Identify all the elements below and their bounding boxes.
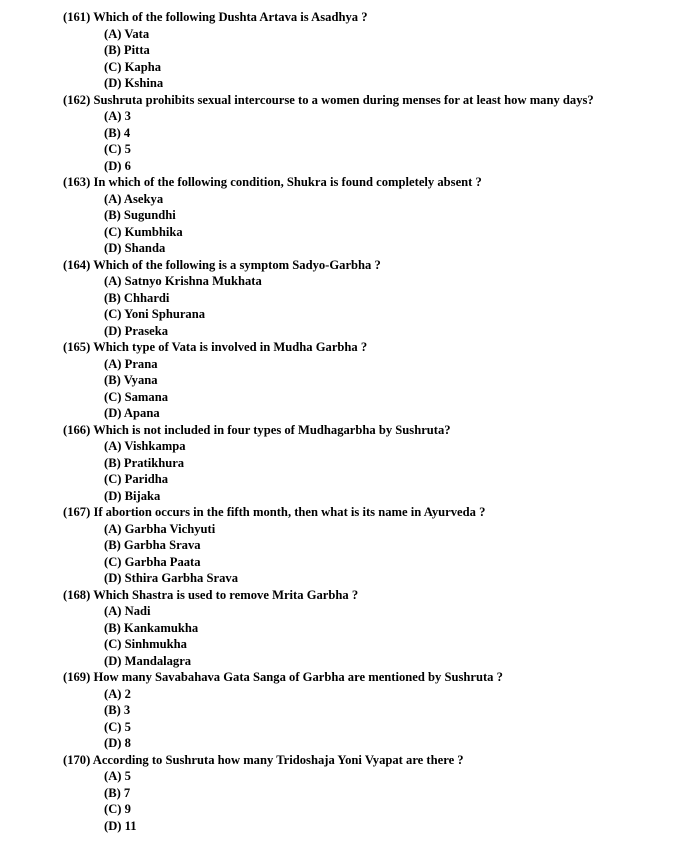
option-c: (C) Kumbhika bbox=[104, 224, 183, 239]
option-b: (B) Pitta bbox=[104, 43, 150, 57]
option-b: (B) 7 bbox=[104, 785, 131, 800]
question-166 bbox=[0, 422, 680, 505]
question-number: (164) bbox=[63, 257, 91, 272]
question-body: In which of the following condition, Shukra is found completely absent ? bbox=[93, 175, 482, 189]
question-number: (170) bbox=[63, 752, 91, 767]
option-d: (D) Mandalagra bbox=[104, 653, 192, 668]
option-a: (A) 2 bbox=[104, 686, 131, 701]
question-text bbox=[0, 587, 680, 604]
question-161 bbox=[0, 9, 680, 92]
question-167 bbox=[0, 504, 680, 587]
question-number: (167) bbox=[63, 505, 91, 519]
option-b: (B) Pratikhura bbox=[104, 455, 185, 470]
question-163 bbox=[0, 174, 680, 257]
question-169 bbox=[0, 669, 680, 752]
question-165 bbox=[0, 339, 680, 422]
option-b: (B) Chhardi bbox=[104, 290, 170, 305]
option-c: (C) Kapha bbox=[104, 59, 162, 74]
option-a: (A) 5 bbox=[104, 769, 131, 783]
option-b: (B) 4 bbox=[104, 125, 131, 140]
option-c: (C) Paridha bbox=[104, 472, 169, 486]
question-text bbox=[0, 669, 680, 686]
question-number: (168) bbox=[63, 587, 91, 602]
option-a: (A) Asekya bbox=[104, 191, 164, 206]
question-body: If abortion occurs in the fifth month, then what is its name in Ayurveda ? bbox=[93, 505, 486, 519]
question-text bbox=[0, 504, 680, 521]
option-a: (A) Nadi bbox=[104, 604, 151, 618]
option-c: (C) Yoni Sphurana bbox=[104, 307, 206, 321]
option-d: (D) Bijaka bbox=[104, 488, 161, 503]
option-b: (B) Sugundhi bbox=[104, 208, 176, 222]
question-body: How many Savabahava Gata Sanga of Garbha are mentioned by Sushruta ? bbox=[93, 670, 503, 684]
option-c: (C) 5 bbox=[104, 142, 131, 156]
question-number: (169) bbox=[63, 670, 91, 684]
question-text bbox=[0, 422, 680, 439]
question-body: Which is not included in four types of Mudhagarbha by Sushruta? bbox=[93, 422, 451, 437]
question-body: Which of the following is a symptom Sadyo-Garbha ? bbox=[93, 257, 381, 272]
question-number: (161) bbox=[63, 10, 91, 24]
question-body: Which Shastra is used to remove Mrita Garbha ? bbox=[93, 587, 359, 602]
option-d: (D) 8 bbox=[104, 736, 131, 750]
question-170 bbox=[0, 752, 680, 835]
question-body: Which of the following Dushta Artava is Asadhya ? bbox=[93, 10, 368, 24]
question-number: (165) bbox=[63, 340, 91, 354]
option-a: (A) 3 bbox=[104, 109, 131, 123]
option-d: (D) 11 bbox=[104, 818, 137, 833]
question-text bbox=[0, 752, 680, 769]
option-c: (C) Sinhmukha bbox=[104, 637, 187, 651]
option-c: (C) 9 bbox=[104, 802, 131, 816]
option-b: (B) Garbha Srava bbox=[104, 538, 201, 552]
option-b: (B) Vyana bbox=[104, 373, 158, 387]
question-text bbox=[0, 339, 680, 356]
question-162 bbox=[0, 92, 680, 175]
option-d: (D) Apana bbox=[104, 406, 160, 420]
option-d: (D) Sthira Garbha Srava bbox=[104, 571, 238, 585]
option-c: (C) 5 bbox=[104, 719, 131, 734]
question-text bbox=[0, 92, 680, 109]
option-b: (B) 3 bbox=[104, 703, 131, 717]
question-164 bbox=[0, 257, 680, 340]
question-body: Which type of Vata is involved in Mudha Garbha ? bbox=[93, 340, 368, 354]
option-c: (C) Samana bbox=[104, 389, 169, 404]
option-d: (D) Kshina bbox=[104, 76, 164, 90]
option-d: (D) 6 bbox=[104, 158, 131, 173]
question-168 bbox=[0, 587, 680, 670]
question-body: Sushruta prohibits sexual intercourse to a women during menses for at least how many days? bbox=[93, 92, 594, 107]
option-a: (A) Garbha Vichyuti bbox=[104, 521, 216, 536]
question-number: (163) bbox=[63, 175, 91, 189]
option-a: (A) Satnyo Krishna Mukhata bbox=[104, 274, 262, 288]
question-text bbox=[0, 174, 680, 191]
question-number: (166) bbox=[63, 422, 91, 437]
question-number: (162) bbox=[63, 92, 91, 107]
option-a: (A) Prana bbox=[104, 356, 158, 371]
question-text bbox=[0, 257, 680, 274]
question-body: According to Sushruta how many Tridoshaja Yoni Vyapat are there ? bbox=[92, 752, 464, 767]
question-text bbox=[0, 9, 680, 26]
option-d: (D) Praseka bbox=[104, 323, 169, 338]
question-page bbox=[0, 9, 680, 834]
option-a: (A) Vishkampa bbox=[104, 439, 186, 453]
option-b: (B) Kankamukha bbox=[104, 620, 199, 635]
option-a: (A) Vata bbox=[104, 26, 150, 41]
option-c: (C) Garbha Paata bbox=[104, 554, 201, 569]
option-d: (D) Shanda bbox=[104, 241, 166, 255]
